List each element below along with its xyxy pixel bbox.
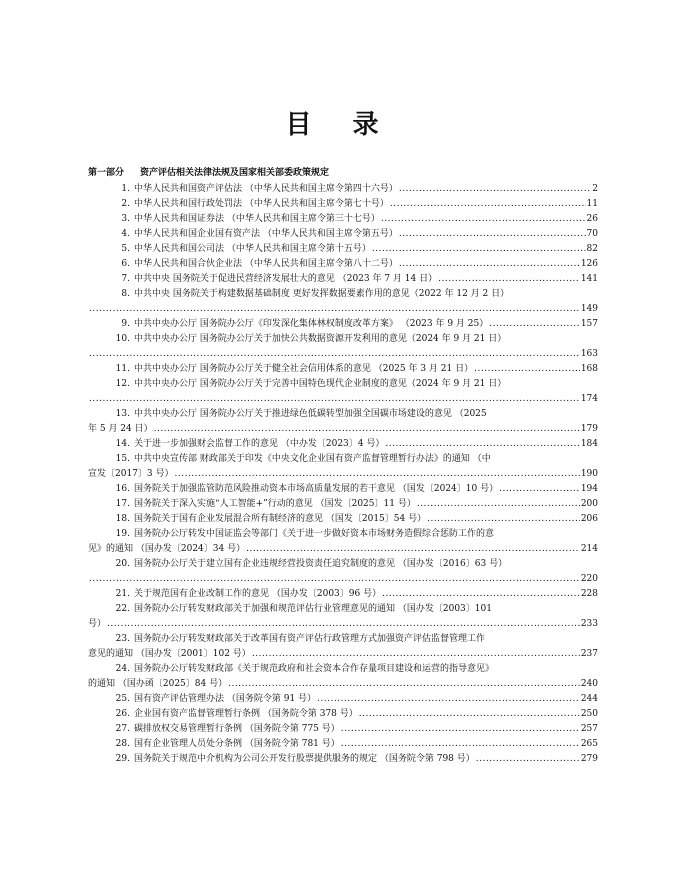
entry-page-number: 194 (580, 484, 598, 494)
toc-entries (88, 182, 598, 767)
entry-title: 中华人民共和国公司法 （中华人民共和国主席令第十五号） (134, 244, 371, 254)
entry-number: 3. (121, 214, 130, 224)
dot-leader (489, 317, 580, 332)
toc-entry[interactable] (88, 257, 598, 272)
entry-title: 中华人民共和国合伙企业法 （中华人民共和国主席令第八十二号） (134, 259, 398, 269)
entry-title: 关于进一步加强财会监督工作的意见 （中办发〔2023〕4 号） (134, 439, 385, 449)
dot-leader (89, 572, 580, 587)
entry-page-number: 149 (580, 304, 598, 314)
toc-entry[interactable] (88, 227, 598, 242)
dot-leader (382, 587, 580, 602)
table-of-contents (88, 166, 598, 767)
toc-entry[interactable] (88, 272, 598, 287)
toc-entry[interactable] (88, 632, 598, 662)
entry-number: 14. (115, 439, 130, 449)
dot-leader (399, 257, 580, 272)
entry-number: 4. (121, 229, 130, 239)
part-label: 第一部分 (88, 168, 125, 178)
entry-title: 国务院办公厅转发中国证监会等部门《关于进一步做好资本市场财务造假综合惩防工作的意 (134, 529, 495, 539)
dot-leader (499, 482, 580, 497)
entry-page-number: 233 (580, 619, 598, 629)
entry-number: 28. (115, 739, 130, 749)
dot-leader (385, 437, 579, 452)
dot-leader (474, 362, 580, 377)
toc-entry[interactable] (88, 752, 598, 767)
entry-number: 5. (121, 244, 130, 254)
entry-number: 8. (121, 289, 130, 299)
part-title: 资产评估相关法律法规及国家相关部委政策规定 (140, 168, 330, 178)
dot-leader (359, 707, 580, 722)
entry-title: 国有资产评估管理办法 （国务院令第 91 号） (134, 694, 317, 704)
entry-title: 中华人民共和国资产评估法 （中华人民共和国主席令第四十六号） (134, 184, 398, 194)
entry-page-number: 244 (580, 694, 598, 704)
entry-page-number: 200 (580, 499, 598, 509)
dot-leader (228, 677, 580, 692)
toc-entry[interactable] (88, 602, 598, 632)
dot-leader (341, 737, 580, 752)
entry-number: 25. (115, 694, 130, 704)
dot-leader (399, 227, 586, 242)
toc-entry[interactable] (88, 242, 598, 257)
entry-page-number: 257 (580, 724, 598, 734)
entry-page-number: 214 (580, 544, 598, 554)
entry-title: 国务院关于加强监管防范风险推动资本市场高质量发展的若干意见 （国发〔2024〕10 号） (134, 484, 499, 494)
entry-page-number: 265 (580, 739, 598, 749)
toc-entry[interactable] (88, 317, 598, 332)
toc-entry[interactable] (88, 512, 598, 527)
dot-leader (252, 647, 580, 662)
entry-number: 10. (115, 334, 130, 344)
dot-leader (427, 512, 580, 527)
entry-title: 中共中央宣传部 财政部关于印发《中央文化企业国有资产监督管理暂行办法》的通知 （中 (134, 454, 491, 464)
entry-page-number: 179 (580, 424, 598, 434)
entry-page-number: 190 (580, 469, 598, 479)
entry-number: 13. (115, 409, 130, 419)
entry-title: 中华人民共和国证券法 （中华人民共和国主席令第三十七号） (134, 214, 380, 224)
dot-leader (89, 347, 580, 362)
entry-title: 国务院关于国有企业发展混合所有制经济的意见 （国发〔2015〕54 号） (134, 514, 427, 524)
entry-title-continued: 宣发〔2017〕3 号） (88, 469, 174, 479)
entry-title: 关于规范国有企业改制工作的意见 （国办发〔2003〕96 号） (134, 589, 382, 599)
dot-leader (317, 692, 580, 707)
entry-number: 6. (121, 259, 130, 269)
toc-entry[interactable] (88, 452, 598, 482)
toc-entry[interactable] (88, 737, 598, 752)
entry-page-number: 141 (580, 274, 598, 284)
entry-number: 26. (115, 709, 130, 719)
entry-page-number: 250 (580, 709, 598, 719)
entry-title: 中共中央办公厅 国务院办公厅关于完善中国特色现代企业制度的意见（2024 年 9 月 21 日） (134, 379, 507, 389)
entry-title: 企业国有资产监督管理暂行条例 （国务院令第 378 号） (134, 709, 358, 719)
entry-number: 11. (115, 364, 130, 374)
entry-title: 国务院办公厅关于建立国有企业违规经营投资责任追究制度的意见 （国办发〔2016〕63 号） (134, 559, 508, 569)
entry-page-number: 184 (580, 439, 598, 449)
entry-page-number: 70 (586, 229, 598, 239)
entry-page-number: 174 (580, 394, 598, 404)
entry-title: 中华人民共和国行政处罚法 （中华人民共和国主席令第七十号） (134, 199, 389, 209)
dot-leader (390, 197, 586, 212)
toc-entry[interactable] (88, 587, 598, 602)
toc-entry[interactable] (88, 407, 598, 437)
entry-number: 19. (115, 529, 130, 539)
entry-number: 15. (115, 454, 130, 464)
entry-number: 21. (115, 589, 130, 599)
entry-number: 18. (115, 514, 130, 524)
dot-leader (246, 542, 580, 557)
entry-title-continued: 号） (88, 619, 107, 629)
entry-title-continued: 的通知 （国办函〔2025〕84 号） (88, 679, 228, 689)
toc-entry[interactable] (88, 287, 598, 317)
toc-entry[interactable] (88, 722, 598, 737)
toc-entry[interactable] (88, 527, 598, 557)
entry-title: 国务院办公厅转发财政部关于改革国有资产评估行政管理方式加强资产评估监督管理工作 (134, 634, 486, 644)
entry-title-continued: 年 5 月 24 日） (88, 424, 153, 434)
entry-number: 24. (115, 664, 130, 674)
dot-leader (89, 302, 580, 317)
entry-page-number: 26 (586, 214, 598, 224)
toc-entry[interactable] (88, 557, 598, 587)
entry-page-number: 82 (586, 244, 598, 254)
entry-page-number: 240 (580, 679, 598, 689)
dot-leader (89, 392, 580, 407)
entry-number: 1. (121, 184, 130, 194)
dot-leader (476, 752, 580, 767)
entry-title: 国务院办公厅转发财政部关于加强和规范评估行业管理意见的通知 （国办发〔2003〕101 (134, 604, 492, 614)
toc-entry[interactable] (88, 182, 598, 197)
dot-leader (175, 467, 580, 482)
entry-number: 17. (115, 499, 130, 509)
entry-page-number: 11 (586, 199, 598, 209)
entry-page-number: 163 (580, 349, 598, 359)
part-heading (88, 166, 598, 181)
entry-title: 国务院办公厅转发财政部《关于规范政府和社会资本合作存量项目建设和运营的指导意见》 (134, 664, 495, 674)
entry-number: 9. (121, 319, 130, 329)
entry-title-continued: 见》的通知 （国办发〔2024〕34 号） (88, 544, 246, 554)
dot-leader (417, 497, 580, 512)
entry-title-continued: 意见的通知 （国办发〔2001〕102 号） (88, 649, 251, 659)
entry-title: 中华人民共和国企业国有资产法 （中华人民共和国主席令第五号） (134, 229, 398, 239)
toc-entry[interactable] (88, 482, 598, 497)
dot-leader (438, 272, 580, 287)
dot-leader (341, 722, 580, 737)
entry-page-number: 279 (580, 754, 598, 764)
entry-page-number: 2 (592, 184, 598, 194)
entry-number: 20. (115, 559, 130, 569)
entry-page-number: 228 (580, 589, 598, 599)
dot-leader (372, 242, 586, 257)
entry-number: 29. (115, 754, 130, 764)
entry-title: 中共中央 国务院关于构建数据基础制度 更好发挥数据要素作用的意见（2022 年 12 月 2 日） (134, 289, 510, 299)
entry-title: 国有企业管理人员处分条例 （国务院令第 781 号） (134, 739, 340, 749)
entry-title: 中共中央办公厅 国务院办公厅《印发深化集体林权制度改革方案》 （2023 年 9 月 25） (134, 319, 489, 329)
entry-page-number: 237 (580, 649, 598, 659)
entry-title: 碳排放权交易管理暂行条例 （国务院令第 775 号） (134, 724, 340, 734)
entry-title: 国务院关于深入实施“人工智能+”行动的意见 （国发〔2025〕11 号） (134, 499, 416, 509)
toc-entry[interactable] (88, 377, 598, 407)
toc-entry[interactable] (88, 197, 598, 212)
entry-number: 27. (115, 724, 130, 734)
entry-number: 22. (115, 604, 130, 614)
entry-title: 中共中央办公厅 国务院办公厅关于加快公共数据资源开发利用的意见（2024 年 9 月 21 日） (134, 334, 507, 344)
entry-number: 16. (115, 484, 130, 494)
toc-entry[interactable] (88, 362, 598, 377)
toc-entry[interactable] (88, 692, 598, 707)
dot-leader (381, 212, 586, 227)
entry-number: 12. (115, 379, 130, 389)
toc-entry[interactable] (88, 662, 598, 692)
entry-number: 2. (121, 199, 130, 209)
entry-page-number: 126 (580, 259, 598, 269)
entry-page-number: 220 (580, 574, 598, 584)
toc-entry[interactable] (88, 437, 598, 452)
entry-title: 中共中央办公厅 国务院办公厅关于推进绿色低碳转型加强全国碳市场建设的意见 （2025 (134, 409, 487, 419)
dot-leader (107, 617, 580, 632)
entry-number: 23. (115, 634, 130, 644)
entry-number: 7. (121, 274, 130, 284)
dot-leader (399, 182, 591, 197)
dot-leader (154, 422, 580, 437)
toc-entry[interactable] (88, 497, 598, 512)
entry-title: 中共中央 国务院关于促进民营经济发展壮大的意见 （2023 年 7 月 14 日） (134, 274, 438, 284)
entry-page-number: 157 (580, 319, 598, 329)
entry-title: 国务院关于规范中介机构为公司公开发行股票提供服务的规定 （国务院令第 798 号） (134, 754, 475, 764)
toc-entry[interactable] (88, 707, 598, 722)
entry-page-number: 206 (580, 514, 598, 524)
page-title: 目 录 (285, 110, 395, 140)
toc-entry[interactable] (88, 212, 598, 227)
entry-title: 中共中央办公厅 国务院办公厅关于健全社会信用体系的意见 （2025 年 3 月 21 日） (134, 364, 474, 374)
entry-page-number: 168 (580, 364, 598, 374)
toc-entry[interactable] (88, 332, 598, 362)
